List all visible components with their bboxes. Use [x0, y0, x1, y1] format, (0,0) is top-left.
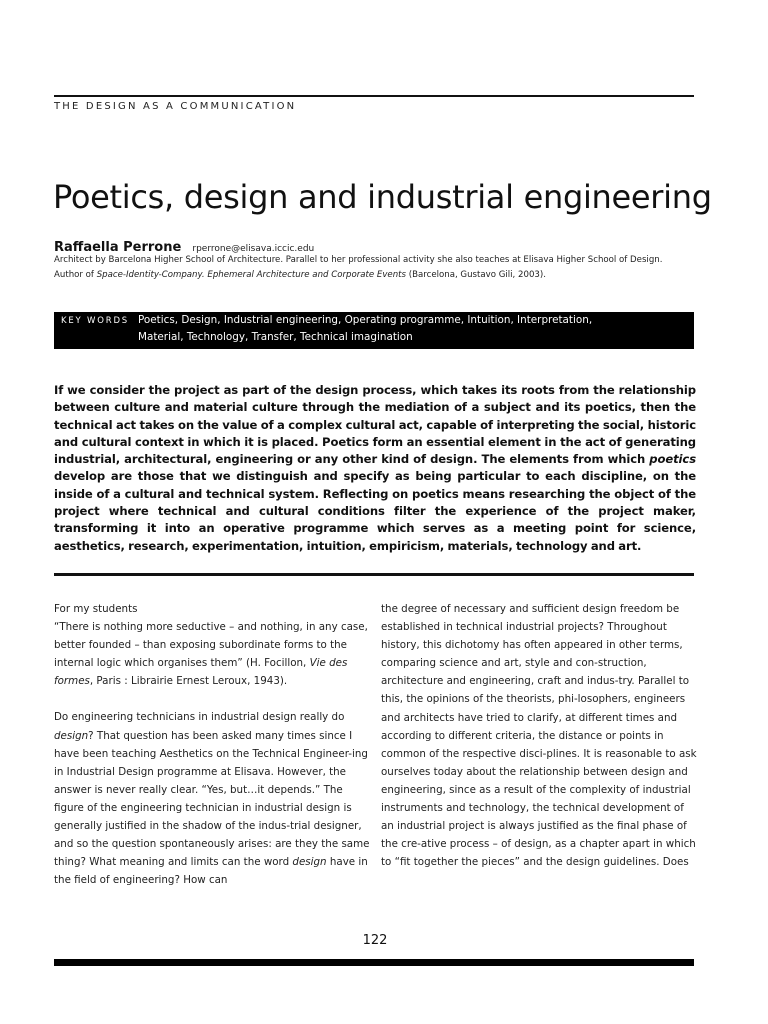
abstract-italic: poetics [649, 452, 696, 467]
body-text: Do engineering technicians in industrial design really do [54, 711, 345, 724]
body-italic-design: design [54, 729, 89, 742]
body-paragraph [54, 708, 370, 889]
author-email: rperrone@elisava.iccic.edu [192, 244, 315, 254]
body-paragraph-continued: the degree of necessary and sufficient design freedom be established in technical industrial projects? Throughout history, this dichotomy has often appeared in other terms, comparing science and art, style and con-struction, architecture and engineering, craft and indus-try. Parallel to this, the opinions of the theorists, phi-losophers, engineers and architects have tried to clarify, at different times and according to different criteria, the distance or points in common of the respective disci-plines. It is reasonable to ask ourselves today about the relationship between design and engineering, since as a result of the complexity of industrial instruments and technology, the technical development of an industrial project is always justified as the final phase of the cre-ative process – of design, as a chapter apart in which to “fit together the pieces” and the design guidelines. Does [381, 603, 697, 869]
abstract-text-3: develop are those that we distinguish and specify as being particular to each discipline, on the inside of a cultural and technical system. Reflecting on poetics means researching the object of the project where technical and cultural conditions filter the experience of the project maker, transforming it into an operative programme which serves as a meeting point for science, aesthetics, research, experimentation, intuition, empiricism, materials, technology and art. [54, 469, 696, 553]
abstract-rule [54, 573, 694, 576]
abstract-term: cultural act, [345, 417, 423, 432]
top-rule [54, 95, 694, 97]
keywords-text: Poetics, Design, Industrial engineering, Operating programme, Intuition, Interpretation, Material, Technology, Transfer, Technical imagination [138, 314, 593, 343]
epigraph-citation: , Paris : Librairie Ernest Leroux, 1943). [89, 675, 288, 688]
dedication: For my students [54, 603, 138, 615]
abstract-text: If we consider the project as part of the design process, which takes its roots from the relationship between culture and material culture through the mediation of a subject and its poetics, then the technical act takes on the value of a complex [54, 383, 696, 432]
epigraph-quote: “There is nothing more seductive – and nothing, in any case, better founded – than exposing subordinate forms to the internal logic which organises them” (H. Focillon, [54, 621, 368, 670]
author-name: Raffaella Perrone [54, 240, 182, 255]
body-text-2: ? That question has been asked many times since I have been teaching Aesthetics on the Technical Engineer-ing in Industrial Design programme at Elisava. However, the answer is never really clear. “Yes, but…it depends.” The figure of the engineering technician in industrial design is generally justified in the shadow of the indus-trial designer, and so the question spontaneously arises: are they the same thing? What meaning and limits can the word [54, 729, 370, 869]
keywords-box [54, 312, 694, 349]
body-column-right [381, 600, 699, 871]
article-title: Poetics, design and industrial engineering [53, 178, 712, 216]
page-number: 122 [362, 933, 388, 948]
abstract-text-2: capable of interpreting the social, historic and cultural context in which it is placed. Poetics form an essential element in the act of generating industrial, architectural, engineering or any other kind of design. The elements from which [54, 417, 696, 467]
section-label: THE DESIGN AS A COMMUNICATION [54, 101, 297, 112]
bio-book-title: Space-Identity-Company. Ephemeral Architecture and Corporate Events [96, 270, 406, 280]
bottom-rule [54, 959, 694, 966]
paragraph-gap [54, 690, 370, 708]
keywords-label: KEY WORDS [61, 316, 129, 326]
epigraph [54, 618, 370, 690]
body-italic-design-2: design [292, 856, 327, 869]
epigraph-book-title: Vie des formes [54, 657, 348, 688]
abstract [54, 382, 696, 555]
body-text-3: have in the field of engineering? How can [54, 856, 368, 887]
body-column-left [54, 600, 370, 889]
author-bio [54, 253, 694, 283]
bio-publication: (Barcelona, Gustavo Gili, 2003). [406, 270, 546, 280]
bio-text: Architect by Barcelona Higher School of Architecture. Parallel to her professional activity she also teaches at Elisava Higher School of Design. Author of [54, 255, 663, 280]
